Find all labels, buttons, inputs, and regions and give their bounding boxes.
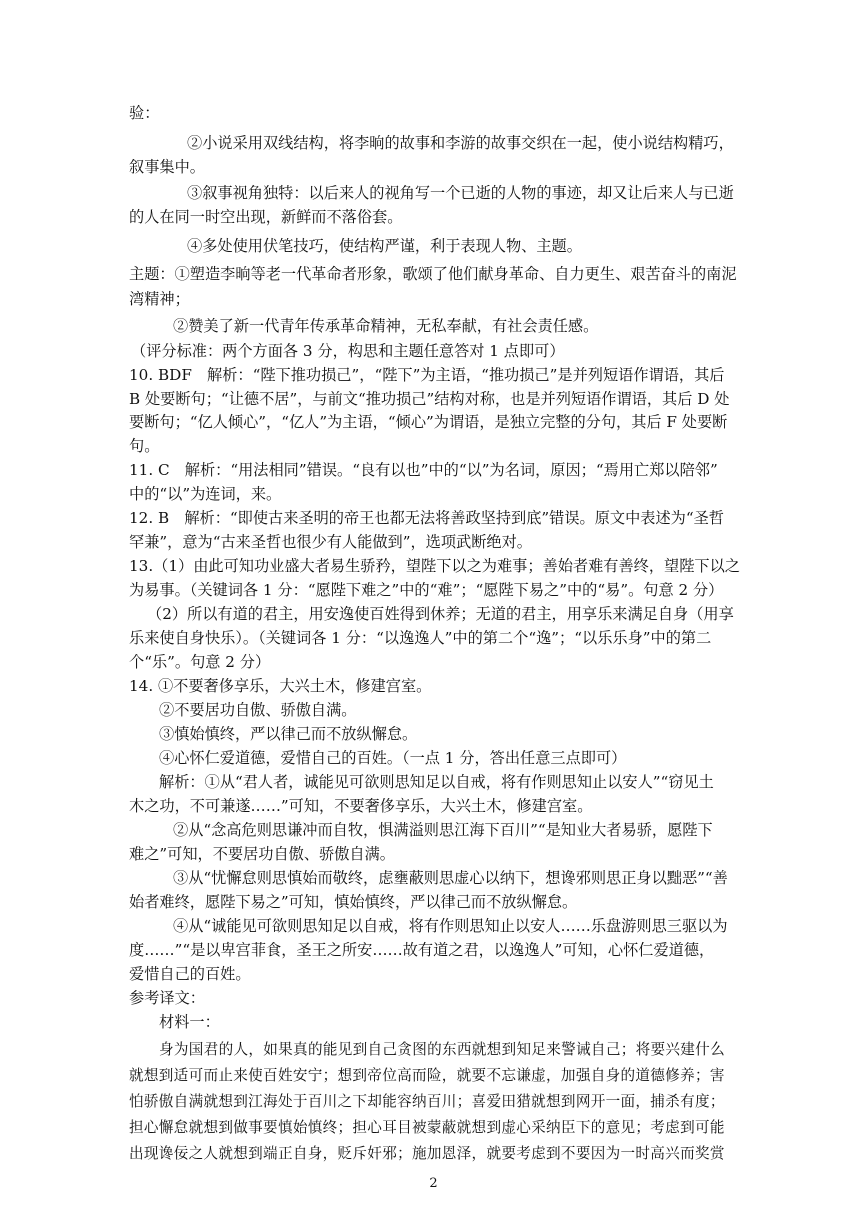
text-line: （2）所以有道的君主，用安逸使百姓得到休养；无道的君主，用享乐来满足自身（用享 — [147, 605, 734, 623]
text-line: 解析：①从“君人者，诚能见可欲则思知足以自戒，将有作则思知止以安人”“窃见土 — [159, 773, 714, 791]
text-line: 中的“以”为连词，来。 — [129, 485, 282, 503]
text-line: 乐来使自身快乐）。（关键词各 1 分：“以逸逸人”中的第二个“逸”；“以乐乐身”中的第二 — [129, 629, 712, 647]
text-line: 11. C 解析：“用法相同”错误。“良有以也”中的“以”为名词，原因；“焉用亡郑以陪邻” — [129, 461, 718, 479]
text-line: 木之功，不可兼遂……”可知，不要奢侈享乐，大兴土木，修建宫室。 — [129, 797, 593, 815]
text-line: 材料一： — [159, 1013, 220, 1031]
text-line: 10. BDF 解析：“陛下推功损己”，“陛下”为主语，“推功损己”是并列短语作谓语，其后 — [129, 366, 725, 384]
text-line: ②小说采用双线结构，将李晌的故事和李游的故事交织在一起，使小说结构精巧， — [187, 134, 734, 152]
text-line: 的人在同一时空出现，新鲜而不落俗套。 — [129, 208, 403, 226]
text-line: ②从“念高危则思谦冲而自牧，惧满溢则思江海下百川”“是知业大者易骄，愿陛下 — [173, 821, 713, 839]
text-line: 为易事。（关键词各 1 分：“愿陛下难之”中的“难”；“愿陛下易之”中的“易”。句意 2 分） — [129, 581, 724, 599]
text-line: 12. B 解析：“即使古来圣明的帝王也都无法将善政坚持到底”错误。原文中表述为“圣哲 — [129, 509, 724, 527]
text-line: ④多处使用伏笔技巧，使结构严谨，利于表现人物、主题。 — [187, 237, 582, 255]
page-number: 2 — [429, 1176, 438, 1191]
text-line: （评分标准：两个方面各 3 分，构思和主题任意答对 1 点即可） — [131, 342, 565, 360]
text-line: 难之”可知，不要居功自傲、骄傲自满。 — [129, 845, 395, 863]
text-line: 湾精神； — [129, 290, 190, 308]
text-line: 个“乐”。句意 2 分） — [129, 653, 271, 671]
text-line: 出现谗佞之人就想到端正自身，贬斥奸邪；施加恩泽，就要考虑到不要因为一时高兴而奖赏 — [129, 1145, 725, 1162]
text-line: ③从“忧懈怠则思慎始而敬终，虑壅蔽则思虚心以纳下，想谗邪则思正身以黜恶”“善 — [173, 869, 728, 887]
text-line: 始者难终，愿陛下易之”可知，慎始慎终，严以律己而不放纵懈怠。 — [129, 893, 578, 911]
text-line: 验： — [129, 104, 160, 122]
text-line: B 处要断句；“让德不居”，与前文“推功损己”结构对称，也是并列短语作谓语，其后 D 处 — [129, 390, 730, 408]
text-line: ②不要居功自傲、骄傲自满。 — [159, 701, 357, 719]
text-line: 度……”“是以卑宫菲食，圣王之所安……故有道之君，以逸逸人”可知，心怀仁爱道德， — [129, 941, 715, 959]
text-line: ③慎始慎终，严以律己而不放纵懈怠。 — [159, 725, 418, 743]
text-line: 主题：①塑造李晌等老一代革命者形象，歌颂了他们献身革命、自力更生、艰苦奋斗的南泥 — [129, 265, 737, 283]
text-line: 就想到适可而止来使百姓安宁；想到帝位高而险，就要不忘谦虚，加强自身的道德修养；害 — [129, 1067, 725, 1084]
text-line: 要断句；“亿人倾心”，“亿人”为主语，“倾心”为谓语，是独立完整的分句，其后 F 处要断 — [129, 413, 728, 431]
text-line: ③叙事视角独特：以后来人的视角写一个已逝的人物的事迹，却又让后来人与已逝 — [187, 184, 734, 202]
text-line: ②赞美了新一代青年传承革命精神，无私奉献，有社会责任感。 — [173, 317, 599, 335]
text-line: 怕骄傲自满就想到江海处于百川之下却能容纳百川；喜爱田猎就想到网开一面，捕杀有度； — [129, 1093, 725, 1110]
text-line: 句。 — [129, 437, 160, 455]
text-line: 担心懈怠就想到做事要慎始慎终；担心耳目被蒙蔽就想到虚心采纳臣下的意见；考虑到可能 — [129, 1119, 725, 1136]
text-line: 罕兼”，意为“古来圣哲也很少有人能做到”，选项武断绝对。 — [129, 533, 532, 551]
text-line: 13.（1）由此可知功业盛大者易生骄矜，望陛下以之为难事；善始者难有善终，望陛下以之 — [129, 557, 740, 575]
text-line: 参考译文： — [129, 989, 205, 1007]
text-line: ④心怀仁爱道德，爱惜自己的百姓。（一点 1 分，答出任意三点即可） — [159, 749, 627, 767]
text-line: 爱惜自己的百姓。 — [129, 965, 251, 983]
text-line: 身为国君的人，如果真的能见到自己贪图的东西就想到知足来警诫自己；将要兴建什么 — [159, 1041, 725, 1058]
text-line: ④从“诚能见可欲则思知足以自戒，将有作则思知止以安人……乐盘游则思三驱以为 — [173, 917, 728, 935]
text-line: 叙事集中。 — [129, 158, 205, 176]
text-line: 14. ①不要奢侈享乐，大兴土木，修建宫室。 — [129, 677, 432, 695]
